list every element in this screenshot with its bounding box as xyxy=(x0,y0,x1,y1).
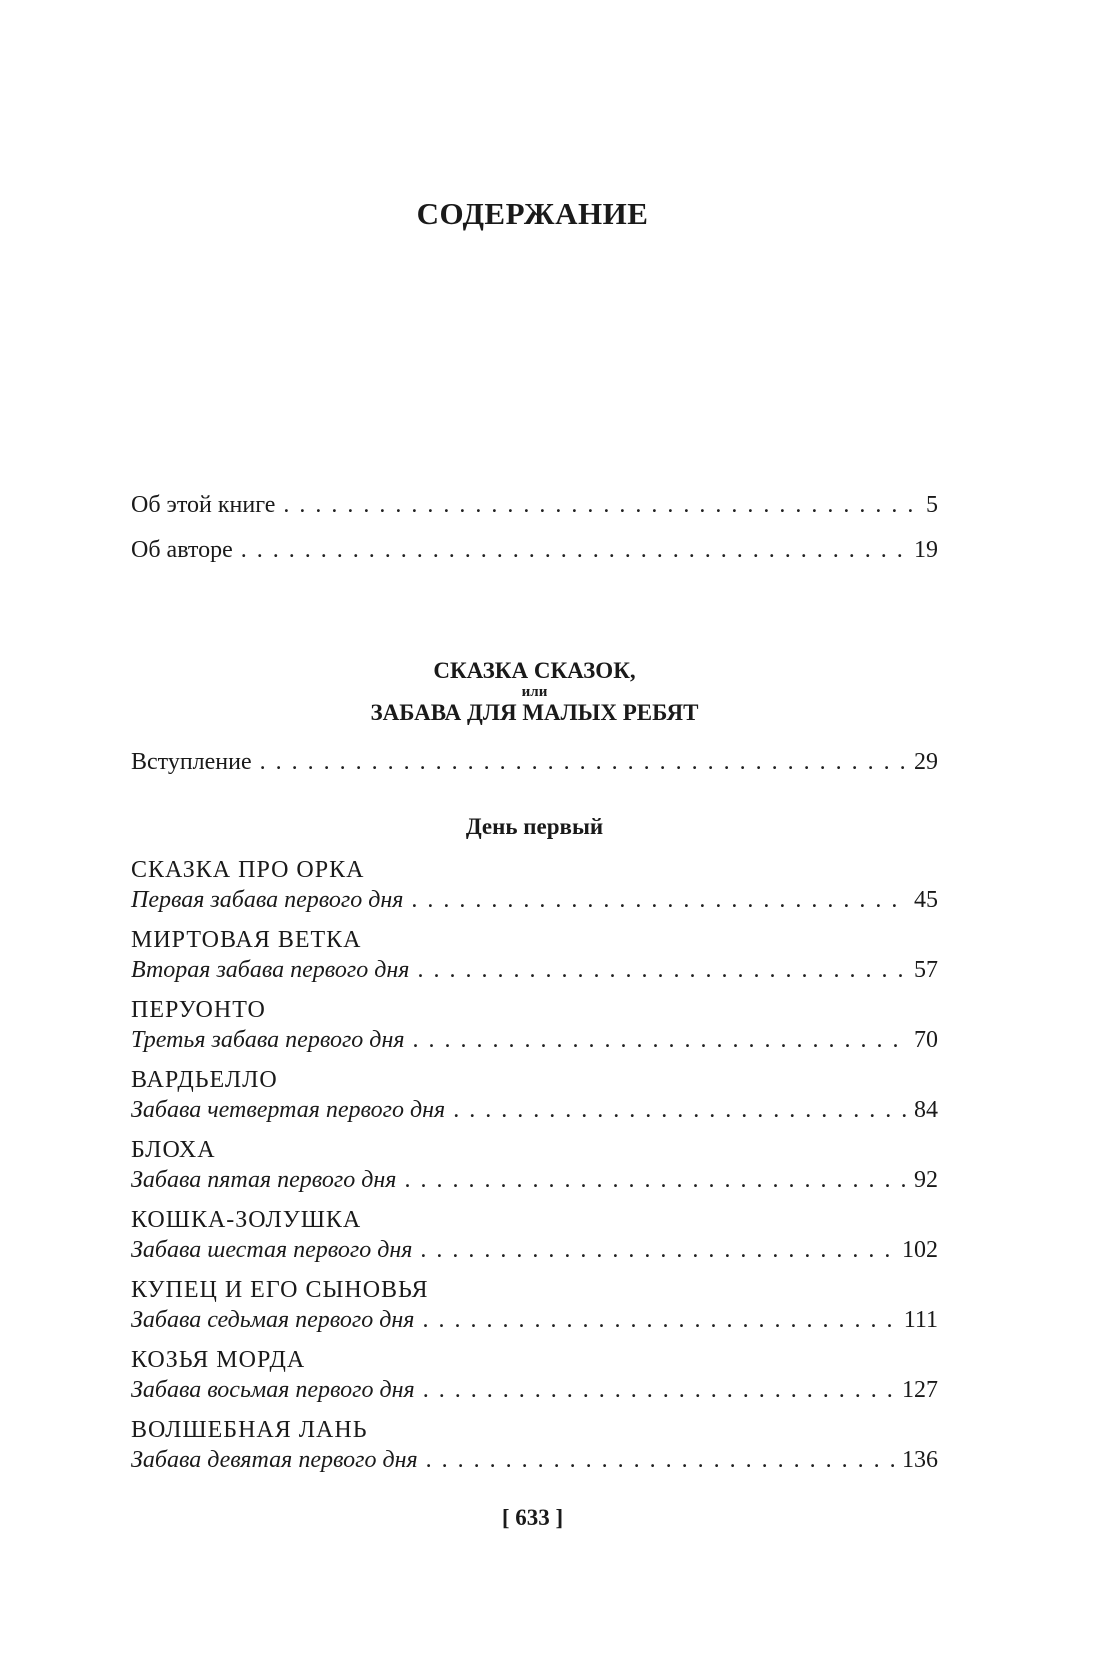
story-subtitle: Третья забава первого дня xyxy=(131,1027,405,1053)
page-title: СОДЕРЖАНИЕ xyxy=(416,196,649,231)
story-entry[interactable] xyxy=(131,995,938,1055)
toc-entry-page: 29 xyxy=(914,749,938,775)
page-number: [ 633 ] xyxy=(501,1505,564,1530)
dot-leader xyxy=(411,885,906,915)
story-entry[interactable] xyxy=(131,925,938,985)
story-page: 136 xyxy=(902,1447,938,1473)
story-entry[interactable] xyxy=(131,1205,938,1265)
day-heading-wrap xyxy=(131,813,938,841)
story-title: СКАЗКА ПРО ОРКА xyxy=(131,857,365,883)
toc-entry-intro[interactable] xyxy=(131,747,938,777)
section-title-or: или xyxy=(521,684,548,700)
story-entry[interactable] xyxy=(131,1135,938,1195)
story-title: КУПЕЦ И ЕГО СЫНОВЬЯ xyxy=(131,1277,429,1303)
day-heading: День первый xyxy=(465,814,604,839)
story-page: 57 xyxy=(914,957,938,983)
story-title: БЛОХА xyxy=(131,1137,216,1163)
story-subtitle: Забава пятая первого дня xyxy=(131,1167,397,1193)
dot-leader xyxy=(413,1025,906,1055)
dot-leader xyxy=(417,955,906,985)
section-title-line2: ЗАБАВА ДЛЯ МАЛЫХ РЕБЯТ xyxy=(370,700,699,725)
toc-entry-label: Вступление xyxy=(131,749,252,775)
story-page: 111 xyxy=(903,1307,938,1333)
story-title: КОЗЬЯ МОРДА xyxy=(131,1347,306,1373)
story-entry[interactable] xyxy=(131,1345,938,1405)
story-entry[interactable] xyxy=(131,855,938,915)
dot-leader xyxy=(423,1375,894,1405)
toc-entry-page: 19 xyxy=(914,537,938,563)
story-title: ВОЛШЕБНАЯ ЛАНЬ xyxy=(131,1417,368,1443)
toc-entry-about-book[interactable] xyxy=(131,490,938,520)
story-title: КОШКА-ЗОЛУШКА xyxy=(131,1207,362,1233)
story-subtitle: Забава четвертая первого дня xyxy=(131,1097,446,1123)
front-matter-list xyxy=(131,490,938,565)
dot-leader xyxy=(260,747,906,777)
story-subtitle: Забава восьмая первого дня xyxy=(131,1377,415,1403)
dot-leader xyxy=(453,1095,906,1125)
intro-list xyxy=(131,747,938,777)
dot-leader xyxy=(420,1235,894,1265)
dot-leader xyxy=(283,490,918,520)
story-title: ПЕРУОНТО xyxy=(131,997,266,1023)
story-page: 84 xyxy=(914,1097,938,1123)
dot-leader xyxy=(426,1445,894,1475)
story-subtitle: Забава девятая первого дня xyxy=(131,1447,418,1473)
story-subtitle: Вторая забава первого дня xyxy=(131,957,410,983)
section-heading xyxy=(131,657,938,727)
dot-leader xyxy=(241,535,906,565)
story-list xyxy=(131,855,938,1475)
toc-entry-page: 5 xyxy=(926,492,938,518)
story-subtitle: Забава седьмая первого дня xyxy=(131,1307,415,1333)
story-page: 102 xyxy=(902,1237,938,1263)
section-title-line1: СКАЗКА СКАЗОК, xyxy=(433,658,636,683)
story-title: ВАРДЬЕЛЛО xyxy=(131,1067,278,1093)
dot-leader xyxy=(422,1305,895,1335)
toc-entry-about-author[interactable] xyxy=(131,535,938,565)
dot-leader xyxy=(404,1165,906,1195)
story-page: 92 xyxy=(914,1167,938,1193)
story-page: 70 xyxy=(914,1027,938,1053)
story-entry[interactable] xyxy=(131,1065,938,1125)
story-title: МИРТОВАЯ ВЕТКА xyxy=(131,927,362,953)
story-entry[interactable] xyxy=(131,1415,938,1475)
toc-entry-label: Об этой книге xyxy=(131,492,276,518)
story-subtitle: Первая забава первого дня xyxy=(131,887,404,913)
toc-entry-label: Об авторе xyxy=(131,537,233,563)
story-entry[interactable] xyxy=(131,1275,938,1335)
story-page: 45 xyxy=(914,887,938,913)
story-subtitle: Забава шестая первого дня xyxy=(131,1237,413,1263)
story-page: 127 xyxy=(902,1377,938,1403)
